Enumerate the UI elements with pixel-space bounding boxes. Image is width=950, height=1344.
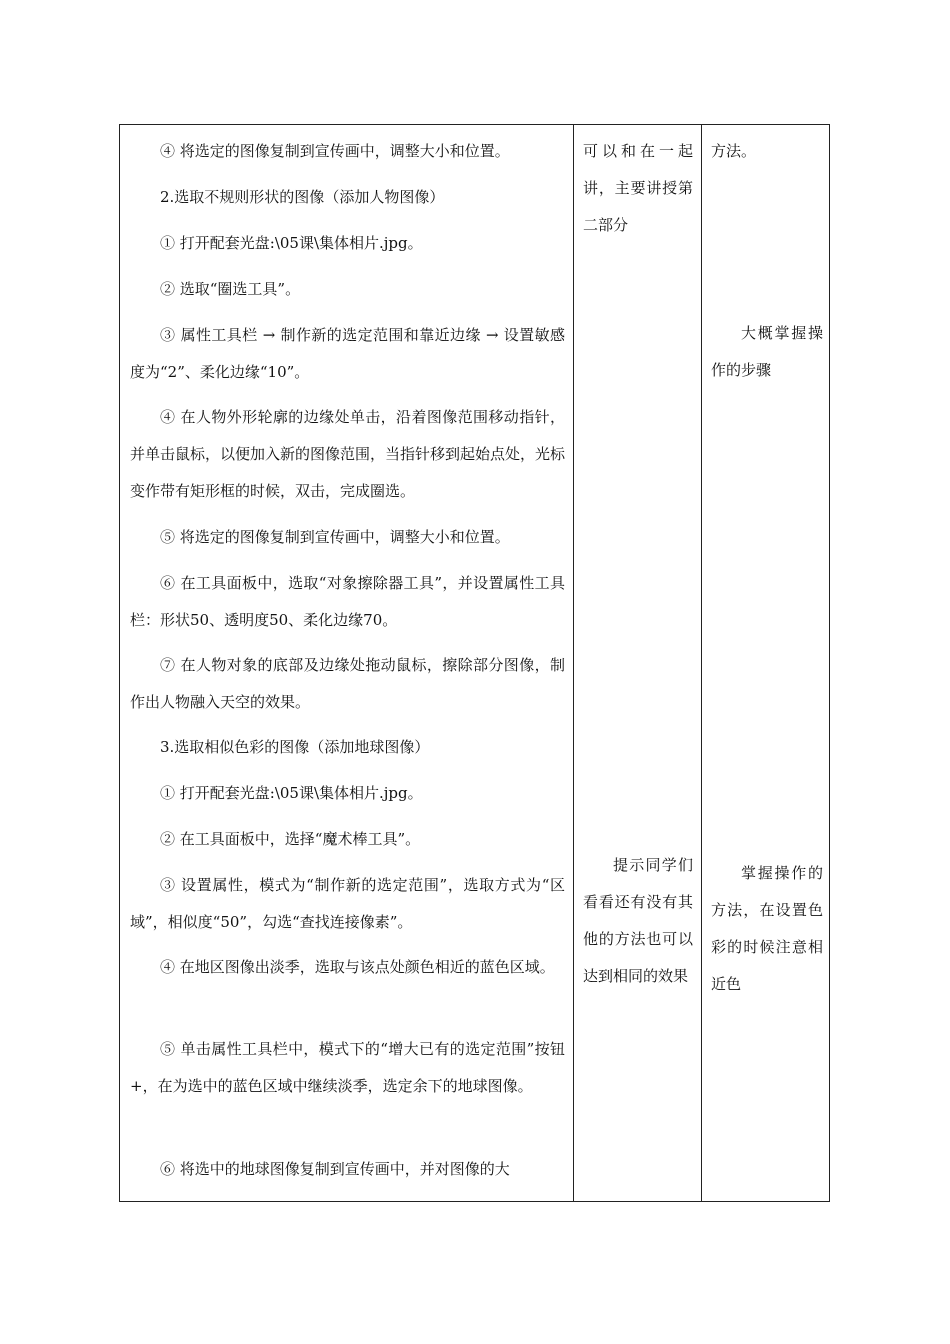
step-paragraph: ② 选取“圈选工具”。 [160, 280, 301, 298]
step-paragraph: ④ 将选定的图像复制到宣传画中，调整大小和位置。 [160, 142, 510, 160]
step-paragraph: ⑥ 将选中的地球图像复制到宣传画中，并对图像的大 [160, 1160, 510, 1178]
step-paragraph: ⑥ 在工具面板中，选取“对象擦除器工具”，并设置属性工具栏：形状50、透明度50、柔化边缘70。 [130, 574, 565, 629]
student-goal: 方法。 [711, 142, 757, 160]
teacher-note: 可以和在一起讲，主要讲授第二部分 [583, 142, 693, 234]
student-goal: 掌握操作的方法，在设置色彩的时候注意相近色 [711, 864, 823, 993]
student-goal: 大概掌握操作的步骤 [711, 324, 823, 379]
lesson-table [119, 124, 830, 1202]
step-paragraph: ⑤ 将选定的图像复制到宣传画中，调整大小和位置。 [160, 528, 510, 546]
step-paragraph: ⑤ 单击属性工具栏中，模式下的“增大已有的选定范围”按钮+，在为选中的蓝色区域中继续淡季，选定余下的地球图像。 [130, 1040, 565, 1095]
step-paragraph: ① 打开配套光盘:\05课\集体相片.jpg。 [160, 234, 423, 252]
step-paragraph: ⑦ 在人物对象的底部及边缘处拖动鼠标，擦除部分图像，制作出人物融入天空的效果。 [130, 656, 565, 711]
step-paragraph: ③ 属性工具栏 → 制作新的选定范围和靠近边缘 → 设置敏感度为“2”、柔化边缘“10”。 [130, 326, 565, 381]
step-paragraph: ② 在工具面板中，选择“魔术棒工具”。 [160, 830, 421, 848]
section-heading: 3.选取相似色彩的图像（添加地球图像） [160, 738, 430, 756]
teacher-note: 提示同学们看看还有没有其他的方法也可以达到相同的效果 [583, 856, 693, 985]
column-divider [573, 125, 574, 1201]
column-divider [701, 125, 702, 1201]
step-paragraph: ④ 在地区图像出淡季，选取与该点处颜色相近的蓝色区域。 [160, 958, 555, 976]
step-paragraph: ④ 在人物外形轮廓的边缘处单击，沿着图像范围移动指针，并单击鼠标，以便加入新的图像范围，当指针移到起始点处，光标变作带有矩形框的时候，双击，完成圈选。 [130, 408, 566, 500]
section-heading: 2.选取不规则形状的图像（添加人物图像） [160, 188, 445, 206]
step-paragraph: ③ 设置属性，模式为“制作新的选定范围”，选取方式为“区域”，相似度“50”，勾选“查找连接像素”。 [130, 876, 565, 931]
step-paragraph: ① 打开配套光盘:\05课\集体相片.jpg。 [160, 784, 423, 802]
